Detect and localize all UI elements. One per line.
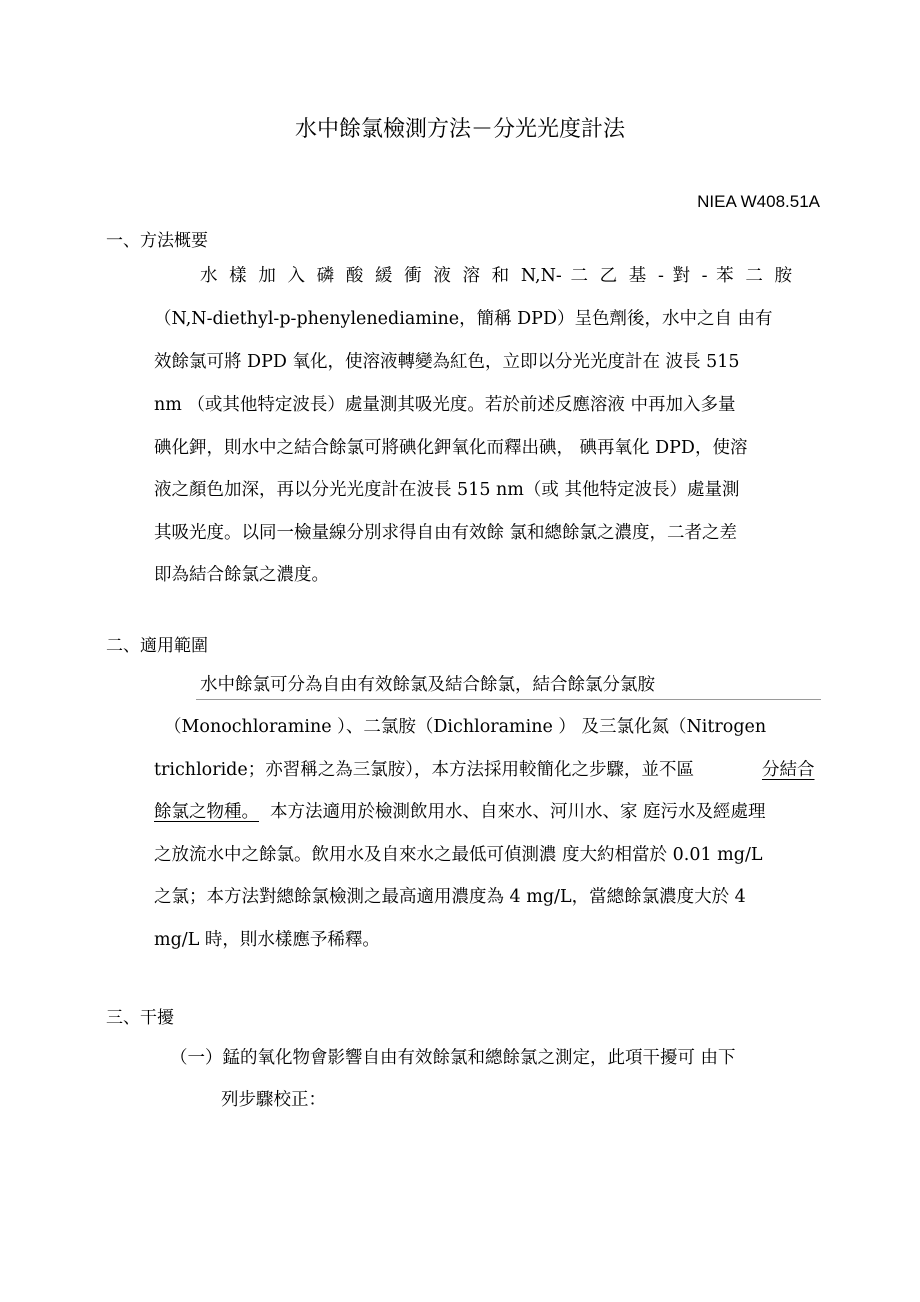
- paragraph-line: 其吸光度。以同一檢量線分別求得自由有效餘 氯和總餘氯之濃度，二者之差: [154, 523, 738, 543]
- paragraph-line: 碘化鉀，則水中之結合餘氯可將碘化鉀氧化而釋出碘， 碘再氧化 DPD，使溶: [154, 438, 748, 458]
- paragraph-line: 效餘氯可將 DPD 氧化，使溶液轉變為紅色，立即以分光光度計在 波長 515: [154, 352, 740, 372]
- paragraph-line: 水 樣 加 入 磷 酸 緩 衝 液 溶 和 N,N- 二 乙 基 - 對 - 苯 二 胺: [200, 266, 792, 286]
- paragraph-line: 液之顏色加深，再以分光光度計在波長 515 nm（或 其他特定波長）處量測: [154, 480, 740, 500]
- paragraph-line: trichloride；亦習稱之為三氯胺），本方法採用較簡化之步驟，並不區: [154, 760, 694, 780]
- method-code: NIEA W408.51A: [697, 192, 820, 211]
- paragraph-line: mg/L 時，則水樣應予稀釋。: [154, 930, 380, 950]
- underlined-text: 分結合: [762, 760, 815, 780]
- horizontal-rule: [196, 699, 821, 700]
- document-title: 水中餘氯檢測方法－分光光度計法: [294, 117, 625, 142]
- list-item-line: 列步驟校正：: [221, 1090, 326, 1110]
- paragraph-line: 之氯；本方法對總餘氯檢測之最高適用濃度為 4 mg/L，當總餘氯濃度大於 4: [154, 887, 746, 907]
- paragraph-line: 即為結合餘氯之濃度。: [154, 565, 329, 585]
- list-item-line: （一）錳的氧化物會影響自由有效餘氯和總餘氯之測定，此項干擾可 由下: [170, 1048, 736, 1068]
- paragraph-line: 水中餘氯可分為自由有效餘氯及結合餘氯，結合餘氯分氯胺: [200, 675, 655, 695]
- paragraph-line: 本方法適用於檢測飲用水、自來水、河川水、家 庭污水及經處理: [270, 802, 766, 822]
- paragraph-line: 之放流水中之餘氯。飲用水及自來水之最低可偵測濃 度大約相當於 0.01 mg/L: [154, 845, 763, 865]
- section-heading-interference: 三、干擾: [106, 1008, 174, 1028]
- underlined-text: 餘氯之物種。: [154, 802, 259, 822]
- section-heading-scope: 二、適用範圍: [106, 636, 208, 656]
- paragraph-line: （Monochloramine ）、二氯胺（Dichloramine ） 及三氯化氮（Nitrogen: [164, 717, 767, 737]
- paragraph-line: nm （或其他特定波長）處量測其吸光度。若於前述反應溶液 中再加入多量: [154, 395, 736, 415]
- paragraph-line: （N,N-diethyl-p-phenylenediamine，簡稱 DPD）呈色劑後，水中之自 由有: [154, 309, 773, 329]
- section-heading-overview: 一、方法概要: [106, 231, 208, 251]
